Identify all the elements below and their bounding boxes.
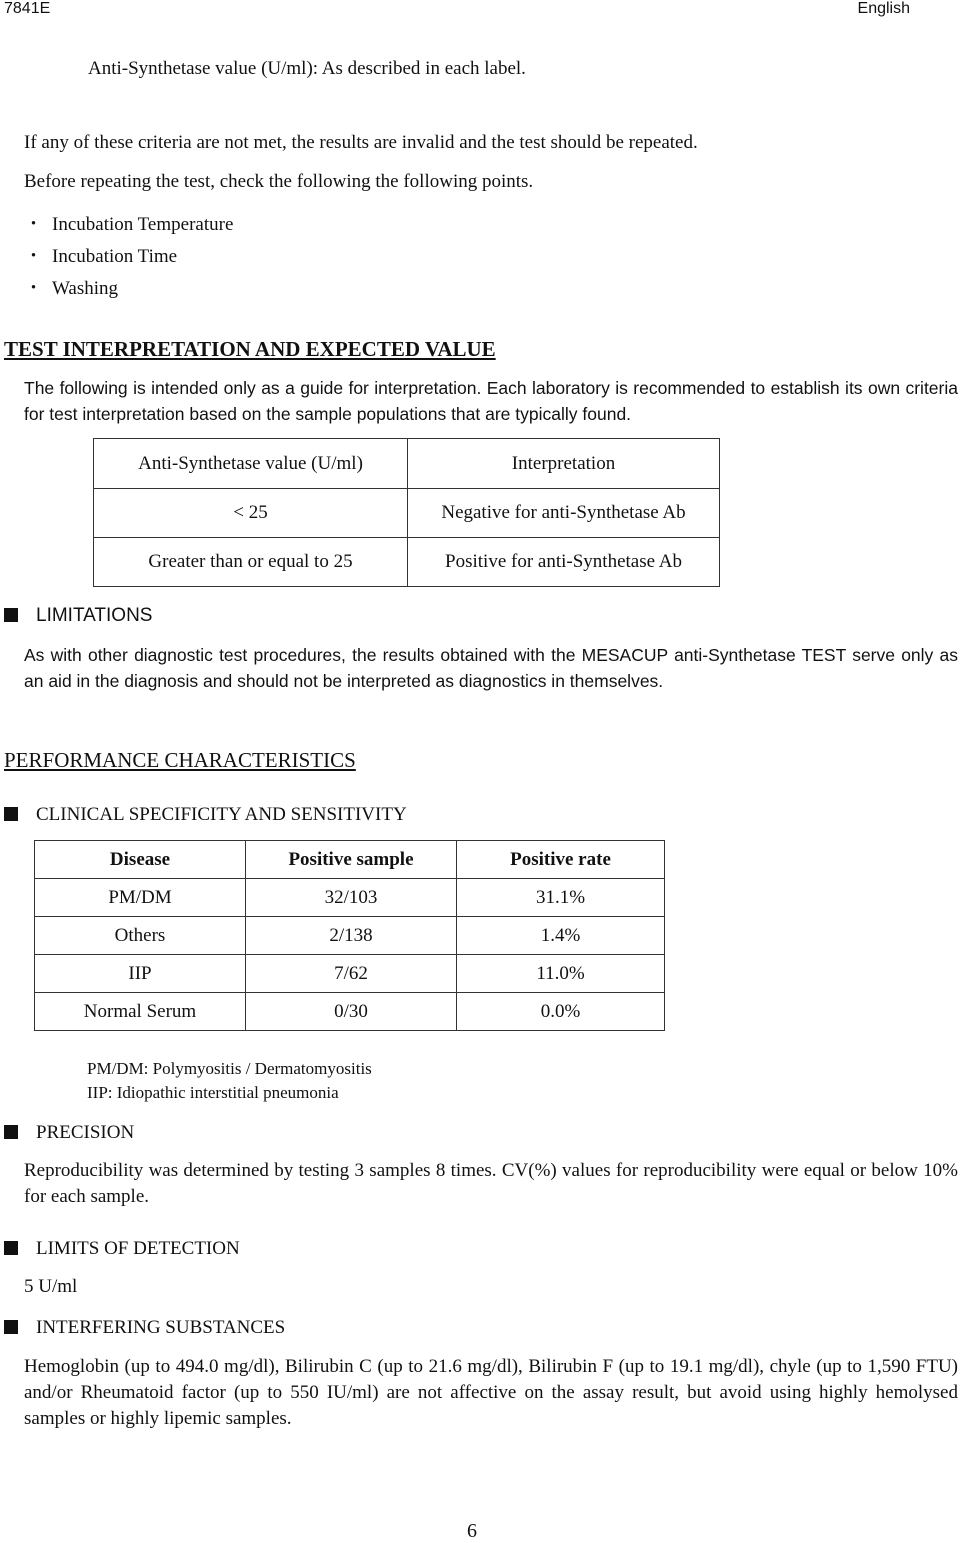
table-header-cell: Positive sample: [246, 841, 457, 879]
document-code: 7841E: [4, 0, 51, 17]
square-bullet-icon: [4, 1241, 18, 1255]
bullet-mark: ・: [24, 246, 44, 267]
table-cell: 2/138: [246, 917, 457, 955]
table-header-cell: Positive rate: [457, 841, 665, 879]
table-header-row: [94, 439, 720, 489]
table-header-cell: Interpretation: [408, 439, 720, 489]
interpretation-paragraph: The following is intended only as a guide for interpretation. Each laboratory is recommended to establish its own criteria for test interpretation based on the sample populations that are typically found.: [24, 378, 958, 424]
bullet-item: [24, 209, 233, 236]
limitations-heading: LIMITATIONS: [4, 605, 152, 627]
table-cell: 1.4%: [457, 917, 665, 955]
interfering-heading: INTERFERING SUBSTANCES: [4, 1317, 285, 1339]
table-cell: 0/30: [246, 993, 457, 1031]
performance-heading: PERFORMANCE CHARACTERISTICS: [4, 748, 356, 772]
interpretation-table: [93, 438, 720, 587]
table-header-cell: Anti-Synthetase value (U/ml): [94, 439, 408, 489]
table-row: [94, 489, 720, 538]
bullet-mark: ・: [24, 214, 44, 235]
square-bullet-icon: [4, 1125, 18, 1139]
bullet-mark: ・: [24, 278, 44, 299]
check-points-intro: Before repeating the test, check the following the following points.: [24, 171, 534, 192]
table-cell: < 25: [94, 489, 408, 538]
table-row: [94, 538, 720, 587]
bullet-label: Incubation Time: [52, 246, 178, 267]
bullet-label: Incubation Temperature: [52, 214, 234, 235]
table-cell: Positive for anti-Synthetase Ab: [408, 538, 720, 587]
table-cell: IIP: [35, 955, 246, 993]
table-row: [35, 879, 665, 917]
square-bullet-icon: [4, 608, 18, 622]
bullet-label: Washing: [52, 278, 119, 299]
precision-paragraph: Reproducibility was determined by testing 3 samples 8 times. CV(%) values for reproducibility were equal or below 10% for each sample.: [24, 1160, 958, 1207]
table-cell: 0.0%: [457, 993, 665, 1031]
table-row: [35, 993, 665, 1031]
abbreviation-note: IIP: Idiopathic interstitial pneumonia: [87, 1083, 339, 1102]
square-bullet-icon: [4, 1320, 18, 1334]
clinical-heading: CLINICAL SPECIFICITY AND SENSITIVITY: [4, 804, 407, 826]
table-cell: 31.1%: [457, 879, 665, 917]
interfering-paragraph: Hemoglobin (up to 494.0 mg/dl), Bilirubin C (up to 21.6 mg/dl), Bilirubin F (up to 19.1 mg/dl), chyle (up to 1,590 FTU) and/or Rheumatoid factor (up to 550 IU/ml) are not affective on the assay result, but avoid using highly hemolysed samples or highly lipemic samples.: [24, 1356, 958, 1429]
table-cell: PM/DM: [35, 879, 246, 917]
table-cell: Negative for anti-Synthetase Ab: [408, 489, 720, 538]
bullet-item: [24, 241, 177, 268]
language-label: English: [857, 0, 910, 17]
square-bullet-icon: [4, 807, 18, 821]
invalid-results-note: If any of these criteria are not met, the results are invalid and the test should be repeated.: [24, 132, 698, 153]
table-cell: Others: [35, 917, 246, 955]
precision-heading: PRECISION: [4, 1122, 134, 1144]
clinical-table: [34, 840, 665, 1031]
abbreviation-note: PM/DM: Polymyositis / Dermatomyositis: [87, 1059, 372, 1078]
table-cell: 7/62: [246, 955, 457, 993]
page-number: 6: [467, 1520, 477, 1542]
detection-value: 5 U/ml: [24, 1276, 78, 1297]
interpretation-heading: TEST INTERPRETATION AND EXPECTED VALUE: [4, 337, 496, 361]
value-description: Anti-Synthetase value (U/ml): As described in each label.: [88, 58, 526, 79]
table-cell: 32/103: [246, 879, 457, 917]
table-header-row: [35, 841, 665, 879]
table-cell: 11.0%: [457, 955, 665, 993]
table-row: [35, 955, 665, 993]
detection-heading: LIMITS OF DETECTION: [4, 1238, 240, 1260]
table-header-cell: Disease: [35, 841, 246, 879]
table-cell: Greater than or equal to 25: [94, 538, 408, 587]
table-cell: Normal Serum: [35, 993, 246, 1031]
bullet-item: [24, 273, 118, 300]
limitations-paragraph: As with other diagnostic test procedures, the results obtained with the MESACUP anti-Synthetase TEST serve only as an aid in the diagnosis and should not be interpreted as diagnostics in themselves.: [24, 645, 958, 691]
table-row: [35, 917, 665, 955]
